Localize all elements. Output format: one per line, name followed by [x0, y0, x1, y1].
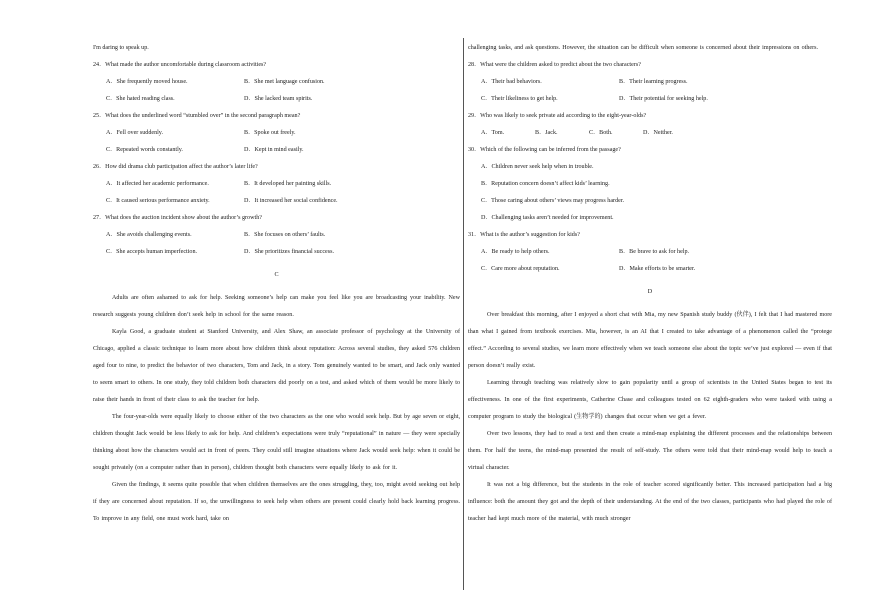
option-c: C．Both. — [589, 130, 613, 136]
question-29 — [468, 108, 832, 142]
question-26 — [93, 159, 460, 210]
option-d: D．She prioritizes financial success. — [244, 249, 335, 255]
option-c: C．Their likeliness to get help. — [481, 96, 558, 102]
question-stem: 25．What does the underlined word “stumbled over” in the second paragraph mean? — [93, 113, 301, 119]
passage-d-paragraph-1: Over breakfast this morning, after I enjoyed a short chat with Mia, my new Spanish study buddy (伙伴), I felt that I had mastered more than what I gained from textbook exercises. Mia, however, is an AI that I created to take advantage of a phenomenon called the “protege effect.” According to several studies, we learn more effectively when we teach someone else about the topic we’ve just explored — even if that person doesn’t really exist. — [468, 312, 832, 369]
option-c: C．Those caring about others’ views may progress harder. — [481, 198, 625, 204]
option-b: B．Reputation concern doesn’t affect kids’ learning. — [481, 181, 610, 187]
passage-c-paragraph-3: The four-year-olds were equally likely to choose either of the two characters as the one who would seek help. But by age seven or eight, children thought Jack would be less likely to ask for help. And children’s expectations were truly “reputational” in nature — they were specially thinking about how the characters would act in front of peers. They could still imagine situations where Jack would seek help: when it could be sought privately (on a computer rather than in person), children thought both characters were equally likely to ask for it. — [93, 414, 460, 471]
option-a: A．Tom. — [481, 130, 505, 136]
option-c: C．It caused serious performance anxiety. — [106, 198, 210, 204]
question-stem: 30．Which of the following can be inferred from the passage? — [468, 147, 621, 153]
question-stem: 27．What does the auction incident show about the author’s growth? — [93, 215, 262, 221]
left-column — [93, 40, 460, 528]
question-31 — [468, 227, 832, 278]
option-d: D．Their potential for seeking help. — [619, 96, 708, 102]
option-a: A．It affected her academic performance. — [106, 181, 209, 187]
option-d: D．Neither. — [643, 130, 673, 136]
option-d: D．Kept in mind easily. — [244, 147, 304, 153]
question-28 — [468, 57, 832, 108]
option-a: A．She avoids challenging events. — [106, 232, 192, 238]
passage-d-paragraph-3: Over two lessons, they had to read a text and then create a mind-map explaining the different processes and the relationships between them. For half the teens, the mind-map presented the result of self-study. The others were told that their mind-map would help to teach a virtual character. — [468, 431, 832, 471]
passage-d-paragraph-4: It was not a big difference, but the students in the role of teacher scored significantly better. This increased participation had a big influence: both the amount they got and the depth of their understanding. At the end of the two classes, participants who had played the role of teacher had kept much more of the material, with much stronger — [468, 482, 832, 522]
question-stem: 28．What were the children asked to predict about the two characters? — [468, 62, 641, 68]
option-a: A．Children never seek help when in trouble. — [481, 164, 594, 170]
option-a: A．Be ready to help others. — [481, 249, 550, 255]
question-24 — [93, 57, 460, 108]
option-a: A．Fell over suddenly. — [106, 130, 163, 136]
question-25 — [93, 108, 460, 159]
option-b: B．She met language confusion. — [244, 79, 325, 85]
option-a: A．Their bad behaviors. — [481, 79, 542, 85]
passage-c-paragraph-1: Adults are often ashamed to ask for help. Seeking someone’s help can make you feel like you are broadcasting your inability. New research suggests young children don’t seek help in school for the same reason. — [93, 295, 460, 318]
option-b: B．Jack. — [535, 130, 558, 136]
option-c: C．She hated reading class. — [106, 96, 175, 102]
option-a: A．She frequently moved house. — [106, 79, 188, 85]
option-c: C．She accepts human imperfection. — [106, 249, 198, 255]
passage-c-continuation: challenging tasks, and ask questions. However, the situation can be difficult when someone is concerned about their impressions on others. — [468, 45, 819, 51]
option-d: D．It increased her social confidence. — [244, 198, 338, 204]
section-d-heading: D — [647, 289, 653, 295]
option-d: D．Make efforts to be smarter. — [619, 266, 696, 272]
question-27 — [93, 210, 460, 261]
option-b: B．She focuses on others’ faults. — [244, 232, 326, 238]
option-b: B．It developed her painting skills. — [244, 181, 332, 187]
right-column — [468, 40, 832, 528]
passage-c-paragraph-4: Given the findings, it seems quite possible that when children themselves are the ones struggling, they, too, might avoid seeking out help if they are concerned about reputation. If so, the unwillingness to seek help when others are present could clearly hold back learning progress. To improve in any field, one must work hard, take on — [93, 482, 460, 522]
option-b: B．Their learning progress. — [619, 79, 688, 85]
question-stem: 26．How did drama club participation affect the author’s later life? — [93, 164, 258, 170]
question-30 — [468, 142, 832, 227]
option-c: C．Care more about reputation. — [481, 266, 560, 272]
passage-c-paragraph-2: Kayla Good, a graduate student at Stanford University, and Alex Shaw, an associate professor of psychology at the University of Chicago, applied a classic technique to learn more about how children think about reputation: Across several studies, they asked 576 children aged four to nine, to predict the behavior of two characters, Tom and Jack, in a story. Tom genuinely wanted to be smart, and Jack only wanted to seem smart to others. In one study, they told children both characters did poorly on a test, and asked which of them would be more likely to raise their hands in front of their class to ask the teacher for help. — [93, 329, 460, 403]
option-d: D．Challenging tasks aren’t needed for improvement. — [481, 215, 614, 221]
question-stem: 29．Who was likely to seek private aid according to the eight-year-olds? — [468, 113, 647, 119]
section-c-heading: C — [274, 272, 279, 278]
question-stem: 24．What made the author uncomfortable during classroom activities? — [93, 62, 267, 68]
question-stem: 31．What is the author’s suggestion for kids? — [468, 232, 580, 238]
option-d: D．She lacked team spirits. — [244, 96, 313, 102]
option-b: B．Be brave to ask for help. — [619, 249, 690, 255]
option-c: C．Repeated words constantly. — [106, 147, 183, 153]
intro-line: I'm daring to speak up. — [93, 45, 149, 51]
option-b: B．Spoke out freely. — [244, 130, 296, 136]
passage-d-paragraph-2: Learning through teaching was relatively slow to gain popularity until a group of scientists in the United States began to test its effectiveness. In one of the first experiments, Catherine Chase and colleagues tested on 62 eighth-graders who were tasked with using a computer program to study the biological (生物学的) changes that occur when we get a fever. — [468, 380, 832, 420]
column-divider — [463, 38, 464, 590]
